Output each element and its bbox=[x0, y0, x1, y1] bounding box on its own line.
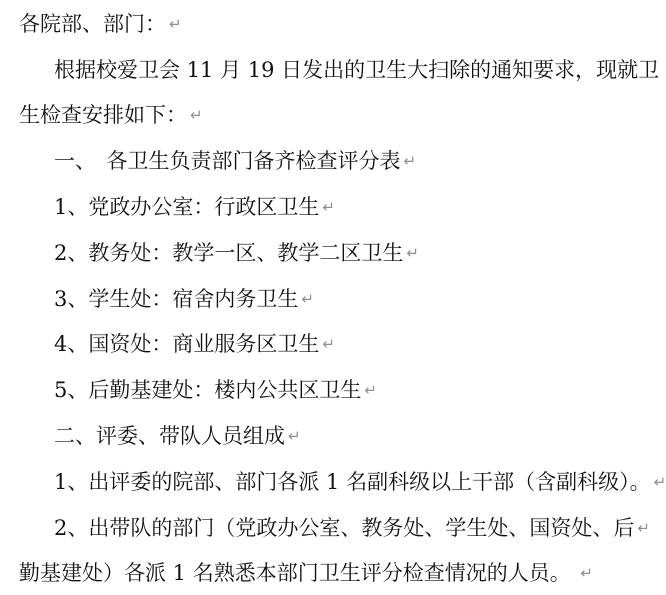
paragraph-mark-icon: ↵ bbox=[322, 335, 335, 354]
text-line bbox=[19, 275, 650, 321]
text-run: 各院部、部门： bbox=[19, 11, 166, 36]
document-body bbox=[19, 0, 666, 595]
text-line bbox=[19, 366, 650, 412]
text-line bbox=[19, 321, 650, 367]
paragraph-mark-icon: ↵ bbox=[169, 14, 182, 33]
paragraph-mark-icon: ↵ bbox=[322, 198, 335, 217]
paragraph-mark-icon: ↵ bbox=[301, 289, 314, 308]
text-line bbox=[19, 46, 660, 92]
text-run: 2、出带队的部门（党政办公室、教务处、学生处、国资处、后 bbox=[54, 515, 635, 540]
text-run: 5、后勤基建处：楼内公共区卫生 bbox=[54, 378, 362, 403]
paragraph-mark-icon: ↵ bbox=[406, 243, 419, 262]
text-run: 生检查安排如下： bbox=[19, 103, 187, 128]
text-run: 3、学生处：宿舍内务卫生 bbox=[54, 286, 299, 311]
paragraph-mark-icon: ↵ bbox=[288, 427, 301, 446]
text-run: 勤基建处）各派 1 名熟悉本部门卫生评分检查情况的人员。 bbox=[19, 561, 578, 586]
text-line bbox=[19, 458, 666, 504]
text-line bbox=[19, 412, 650, 458]
text-run: 根据校爱卫会 11 月 19 日发出的卫生大扫除的通知要求，现就卫 bbox=[54, 57, 660, 82]
text-line bbox=[19, 92, 650, 138]
text-run: 2、教务处：教学一区、教学二区卫生 bbox=[54, 240, 404, 265]
text-run: 一、 各卫生负责部门备齐检查评分表 bbox=[54, 149, 401, 174]
paragraph-mark-icon: ↵ bbox=[364, 381, 377, 400]
text-run: 1、党政办公室：行政区卫生 bbox=[54, 195, 320, 220]
text-line bbox=[19, 550, 650, 595]
paragraph-mark-icon: ↵ bbox=[637, 518, 650, 537]
text-line bbox=[19, 504, 650, 550]
text-line bbox=[19, 137, 650, 183]
text-line bbox=[19, 183, 650, 229]
paragraph-mark-icon: ↵ bbox=[403, 152, 417, 171]
text-run: 1、出评委的院部、部门各派 1 名副科级以上干部（含副科级）。 bbox=[54, 469, 651, 494]
paragraph-mark-icon: ↵ bbox=[653, 472, 666, 491]
paragraph-mark-icon: ↵ bbox=[580, 564, 593, 583]
text-line bbox=[19, 0, 650, 46]
paragraph-mark-icon: ↵ bbox=[190, 106, 203, 125]
text-run: 二、评委、带队人员组成 bbox=[54, 424, 285, 449]
text-line bbox=[19, 229, 650, 275]
text-run: 4、国资处：商业服务区卫生 bbox=[54, 332, 320, 357]
